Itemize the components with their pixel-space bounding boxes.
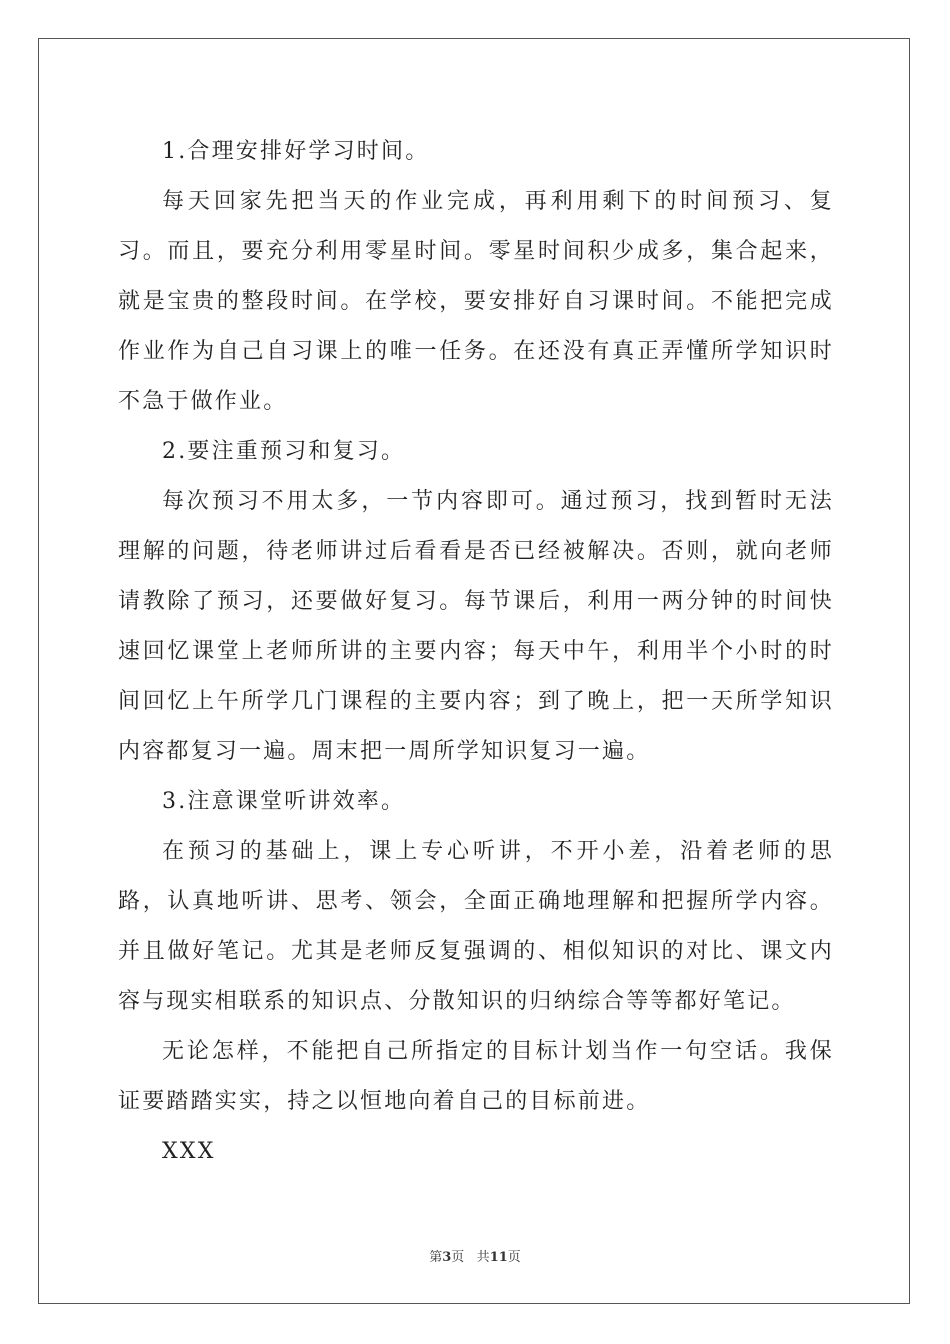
paragraph-preview-review: 每次预习不用太多，一节内容即可。通过预习，找到暂时无法理解的问题，待老师讲过后看看是否已经被解决。否则，就向老师请教除了预习，还要做好复习。每节课后，利用一两分钟的时间快速回忆课堂上老师所讲的主要内容；每天中午，利用半个小时的时间回忆上午所学几门课程的主要内容；到了晚上，把一天所学知识内容都复习一遍。周末把一周所学知识复习一遍。 — [118, 489, 834, 764]
heading-time-management: 1.合理安排好学习时间。 — [162, 139, 430, 164]
heading-class-efficiency: 3.注意课堂听讲效率。 — [162, 789, 406, 814]
total-pages: 11 — [489, 1250, 508, 1265]
paragraph-commitment: 无论怎样，不能把自己所指定的目标计划当作一句空话。我保证要踏踏实实，持之以恒地向着自己的目标前进。 — [118, 1039, 834, 1114]
paragraph-time-management: 每天回家先把当天的作业完成，再利用剩下的时间预习、复习。而且，要充分利用零星时间。零星时间积少成多，集合起来，就是宝贵的整段时间。在学校，要安排好自习课时间。不能把完成作业作为自己自习课上的唯一任务。在还没有真正弄懂所学知识时不急于做作业。 — [118, 189, 834, 414]
document-body — [118, 127, 834, 1177]
page-suffix: 页 — [451, 1250, 465, 1265]
page-footer — [0, 1246, 950, 1265]
page-number: 3 — [442, 1250, 452, 1265]
total-prefix: 共 — [476, 1250, 490, 1265]
paragraph-class-efficiency: 在预习的基础上，课上专心听讲，不开小差，沿着老师的思路，认真地听讲、思考、领会，全面正确地理解和把握所学内容。并且做好笔记。尤其是老师反复强调的、相似知识的对比、课文内容与现实相联系的知识点、分散知识的归纳综合等等都好笔记。 — [118, 839, 834, 1014]
total-suffix: 页 — [507, 1250, 521, 1265]
signature: XXX — [162, 1139, 216, 1164]
heading-preview-review: 2.要注重预习和复习。 — [162, 439, 406, 464]
page-prefix: 第 — [429, 1250, 443, 1265]
